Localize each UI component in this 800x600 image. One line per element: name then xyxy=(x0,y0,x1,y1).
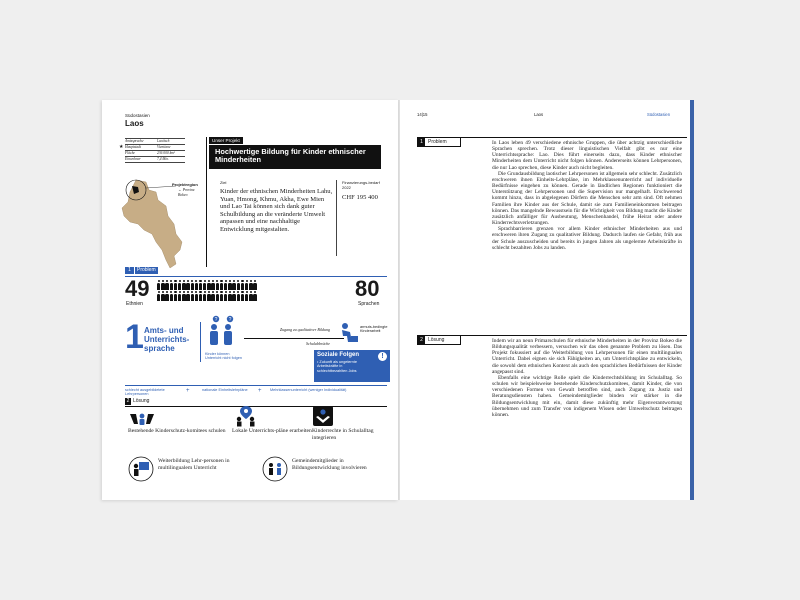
problem-footer-rule xyxy=(125,385,387,386)
person-icon xyxy=(170,280,173,290)
people-rows xyxy=(157,280,353,301)
children-rights-icon xyxy=(312,405,334,427)
person-icon xyxy=(186,291,189,301)
person-icon xyxy=(178,280,181,290)
map-title: Projektregion xyxy=(172,182,198,187)
one-divider xyxy=(200,322,201,362)
person-icon xyxy=(216,280,219,290)
person-icon xyxy=(186,280,189,290)
right-solution-heading xyxy=(417,335,461,345)
solution-number: 2 xyxy=(126,398,130,404)
person-icon xyxy=(199,280,202,290)
running-head-region: Südostasien xyxy=(647,112,671,117)
kinder-text: Kinder können Unterricht nicht folgen xyxy=(205,352,242,361)
person-icon xyxy=(224,280,227,290)
sprachen-label: Sprachen xyxy=(358,301,380,307)
person-icon xyxy=(191,280,194,290)
goal-text: Kinder der ethnischen Minderheiten Lahu, Yuan, Hmong, Khmu, Akha, Ewe Mien und Lao Tai können sich dank guter Schulbildung an die veränderte Umwelt anpassen und eine nachhaltige Entwicklung mitgestalten. xyxy=(220,188,333,233)
solution-item-5: Gemeindemitglieder in Bildungsentwicklung involvieren xyxy=(292,458,367,471)
solution-label: Lösung xyxy=(133,398,150,404)
person-icon xyxy=(241,280,244,290)
person-icon xyxy=(237,280,240,290)
funding-label: Finanzierungs-bedarf 2022 xyxy=(342,180,380,190)
person-icon xyxy=(253,291,256,301)
person-icon xyxy=(161,280,164,290)
zugang-text: Zugang zu qualitativer Bildung xyxy=(279,327,330,332)
right-page xyxy=(400,100,690,500)
problem-label: Problem xyxy=(137,267,156,273)
person-icon xyxy=(241,291,244,301)
problem-paragraph: Sprachbarrieren grenzen vor allem Kinder ethnischer Minderheiten aus und erschweren ihren Zugang zu qualitativer Bildung. Dadurch laufen sie Gefahr, früh aus der Schule auszuscheiden und bereits in jungen Jahren als ungelernte Arbeitskräfte in schlecht bezahlten Jobs zu landen. xyxy=(492,226,682,251)
child-protection-icon xyxy=(128,410,156,426)
person-icon xyxy=(182,280,185,290)
problem-body xyxy=(492,140,682,251)
page-edge-accent xyxy=(690,100,694,500)
person-icon xyxy=(157,280,160,290)
goal-label: Ziel xyxy=(220,180,227,185)
person-icon xyxy=(178,291,181,301)
solution-paragraph: Indem wir an neun Primarschulen für ethnische Minderheiten in der Provinz Bokeo die Bildungsqualität verbessern, versuchen wir das oben genannte Problem zu lösen. Das Projekt fokussiert auf die Weiterbildung von Lehrpersonen für einen multilingualen Unterricht. Dabei eignen sie sich Fähigkeiten an, um Unterrichtspläne zu entwickeln, die sowohl dem ethnischen Kontext als auch den sprachlichen Bedürfnissen der Kinder angepasst sind. xyxy=(492,338,682,375)
right-solution-label: Lösung xyxy=(428,337,445,343)
right-problem-heading xyxy=(417,137,461,147)
project-title-box xyxy=(209,145,381,169)
left-page xyxy=(102,100,398,500)
person-icon xyxy=(249,280,252,290)
ethnien-label: Ethnien xyxy=(126,301,143,307)
footer-lehrpersonen: schlecht ausgebildetete Lehrpersonen xyxy=(125,388,165,397)
country-title: Laos xyxy=(125,119,144,128)
goal-divider xyxy=(336,180,337,256)
solution-item-2: Lokale Unterrichts-pläne erarbeiten xyxy=(232,428,312,434)
person-icon xyxy=(253,280,256,290)
svg-text:?: ? xyxy=(228,317,232,323)
project-divider xyxy=(206,137,207,267)
solution-paragraph: Ebenfalls eine wichtige Rolle spielt die Kinderrechtsbildung im Schulalltag. So schulen wir beispielsweise bestehende Kinderschutzkomitees, damit Kinder, die von verschiedenen Formen von Gewalt betroffen sind, auch Zugang zu Justiz und Beratungsdiensten haben. Gemeindemitglieder binden wir stärker in die Bildungsentwicklung mit ein, damit diese zukünftig mehr Eigenverantwortung übernehmen und zum Transfer von indigenem Wissen oder Umweltschutz beitragen können. xyxy=(492,374,682,418)
fact-row: Hauptstadt Vientiane xyxy=(125,145,185,151)
right-solution-rule xyxy=(417,335,687,336)
person-icon xyxy=(232,291,235,301)
person-icon xyxy=(237,291,240,301)
person-icon xyxy=(228,280,231,290)
person-icon xyxy=(195,291,198,301)
footer-lehrplaene: nationale Einheitslehrpläne xyxy=(202,388,248,392)
people-row xyxy=(157,291,353,301)
footer-mehrklassen: Mehrklassenunterricht (weniger Individualität) xyxy=(270,388,347,392)
page-number: 14|15 xyxy=(417,112,428,117)
person-icon xyxy=(195,280,198,290)
solution-item-4: Weiterbildung Lehr-personen in multilingualem Unterricht xyxy=(158,458,230,471)
funding-value: CHF 195 400 xyxy=(342,194,378,201)
teacher-training-icon xyxy=(128,456,154,482)
problem-paragraph: Die Grundausbildung laotischer Lehrpersonen ist allgemein sehr schlecht. Zusätzlich erschweren ihnen Einheits-Lehrpläne, im Mehrklassenunterricht auf individuelle Bedürfnisse eingehen zu können. Gerade in ländlichen Regionen funktioniert die Unterstützung der Lehrpersonen und die Supervision nur mangelhaft. Erschwerend kommt hinzu, dass in abgelegenen Dörfern die Menschen sehr arm sind. Oft nehmen Familien ihre Kinder aus der Schule, damit sie zum Familieneinkommen beitragen können. Das mangelnde Bewusstsein für die Wichtigkeit von Bildung macht die Kinder zusätzlich anfälliger für Ausbeutung, Menschenhandel, frühe Heirat oder andere Kinderrechtsverletzungen. xyxy=(492,170,682,227)
person-icon xyxy=(211,291,214,301)
person-icon xyxy=(220,291,223,301)
person-icon xyxy=(174,280,177,290)
person-icon xyxy=(174,291,177,301)
alert-icon: ! xyxy=(378,352,387,361)
person-icon xyxy=(170,291,173,301)
fact-row: Einwohner 7,4 Mio. xyxy=(125,157,185,163)
person-icon xyxy=(165,291,168,301)
child-labor-icon xyxy=(338,322,360,346)
region-label: Südostasien xyxy=(125,113,150,118)
solution-heading xyxy=(125,398,149,405)
person-icon xyxy=(203,280,206,290)
problem-number: 1 xyxy=(125,267,134,274)
sprachen-number: 80 xyxy=(355,276,380,301)
soziale-title: Soziale Folgen xyxy=(317,352,360,358)
right-solution-number: 2 xyxy=(418,336,425,344)
solution-item-1: Bestehende Kinderschutz-komitees schulen xyxy=(128,428,226,434)
person-icon xyxy=(216,291,219,301)
person-icon xyxy=(207,280,210,290)
problem-heading xyxy=(125,267,158,274)
person-icon xyxy=(228,291,231,301)
person-icon xyxy=(165,280,168,290)
person-icon xyxy=(220,280,223,290)
problem-rule xyxy=(125,276,387,277)
schulabbrueche-text: Schulabbrüche xyxy=(306,341,330,346)
right-problem-number: 1 xyxy=(418,138,425,146)
person-icon xyxy=(182,291,185,301)
person-icon xyxy=(232,280,235,290)
person-icon xyxy=(245,291,248,301)
confused-children-icon xyxy=(206,315,240,351)
person-icon xyxy=(211,280,214,290)
fact-row: Fläche 236 000 km² xyxy=(125,151,185,157)
soziale-folgen-box xyxy=(314,350,390,382)
person-icon xyxy=(191,291,194,301)
solution-item-3: Kinderrechte in Schulalltag integrieren xyxy=(312,428,374,441)
project-tag: Unser Projekt xyxy=(209,137,243,144)
right-problem-rule xyxy=(417,137,687,138)
fact-row: Amtssprache Laotisch xyxy=(125,139,185,145)
solution-body xyxy=(492,338,682,418)
person-icon xyxy=(157,291,160,301)
person-icon xyxy=(249,291,252,301)
project-title: Hochwertige Bildung für Kinder ethnischer Minderheiten xyxy=(215,147,366,165)
facts-table xyxy=(125,138,185,163)
plus-icon: + xyxy=(186,388,190,394)
one-label: Amts- und Unterrichts-sprache xyxy=(144,326,190,353)
problem-paragraph: In Laos leben 49 verschiedene ethnische Gruppen, die über achtzig unterschiedliche Sprachen sprechen. Trotz dieser linguistischen Vielfalt gibt es nur eine Unterrichtssprache: Lao. Dies führt einerseits dazu, dass Kinder ethnischer Minderheiten dem Unterricht nicht folgen können. Andererseits können Lehrpersonen, die nur Lao sprechen, diese Kinder auch nicht begleiten. xyxy=(492,140,682,171)
person-icon xyxy=(245,280,248,290)
curriculum-map-icon xyxy=(234,405,258,427)
running-head-country: Laos xyxy=(534,112,544,117)
map-annotation: ← Provinz Bokeo xyxy=(178,188,195,197)
person-icon xyxy=(203,291,206,301)
people-row xyxy=(157,280,353,290)
armut-text: armuts-bedingte Kinderarbeit xyxy=(360,325,388,334)
person-icon xyxy=(161,291,164,301)
one-number: 1 xyxy=(125,318,144,356)
soziale-text: • Zukunft als ungelernte Arbeitskräfte in schlechtbezahlten Jobs xyxy=(317,360,357,373)
plus-icon: + xyxy=(258,388,262,394)
svg-text:?: ? xyxy=(214,317,218,323)
community-icon xyxy=(262,456,288,482)
person-icon xyxy=(207,291,210,301)
person-icon xyxy=(224,291,227,301)
right-problem-label: Problem xyxy=(428,139,447,145)
arrow-line xyxy=(244,338,344,339)
person-icon xyxy=(199,291,202,301)
capital-star-icon: ★ xyxy=(119,144,124,150)
ethnien-number: 49 xyxy=(125,276,150,301)
